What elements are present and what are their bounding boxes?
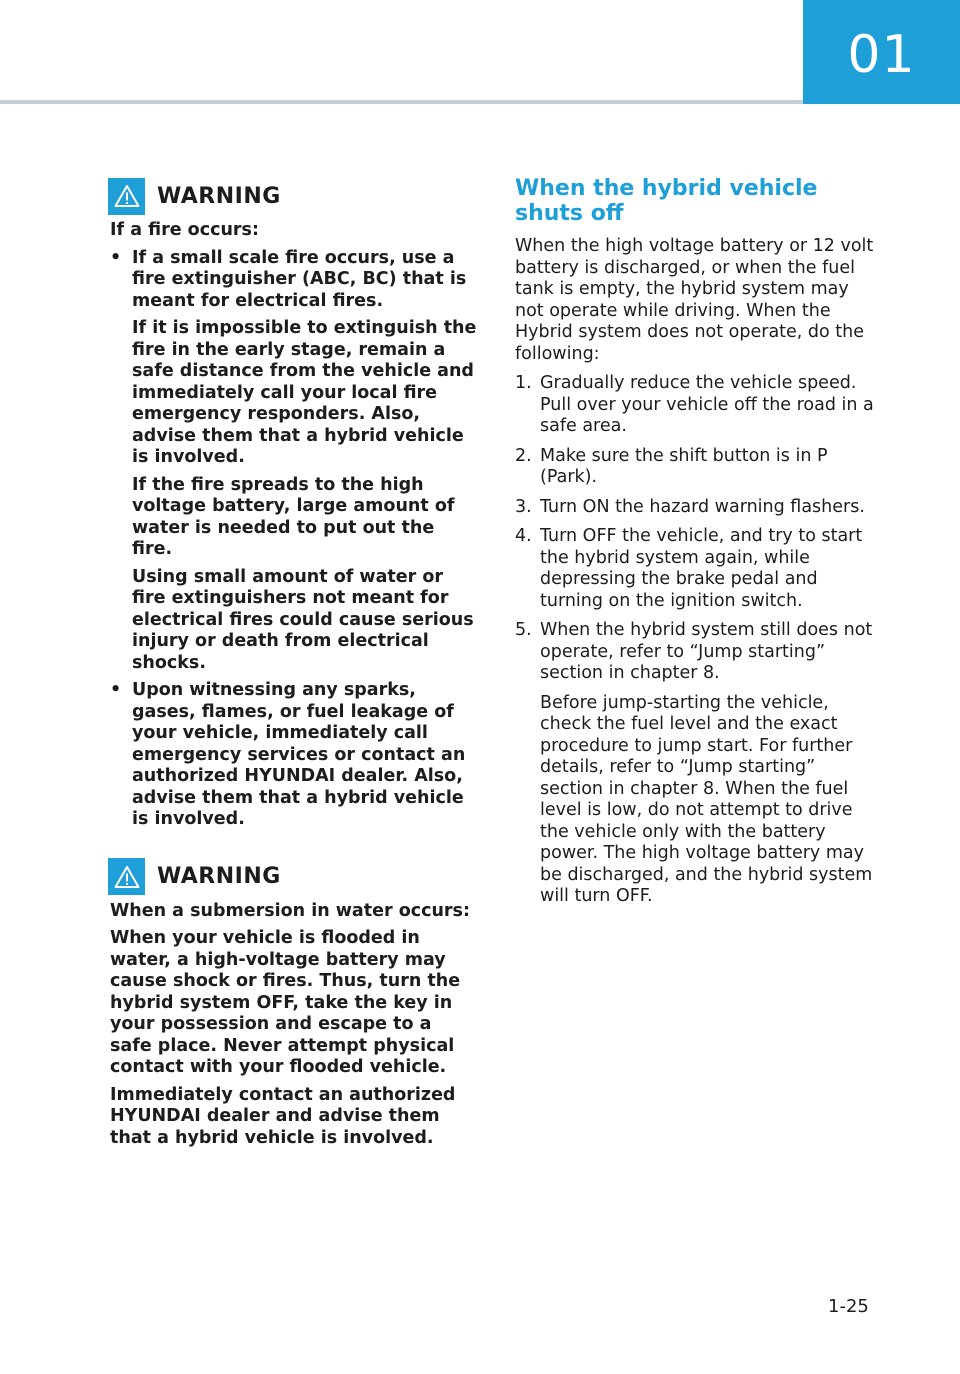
step-number: 1.	[515, 373, 532, 393]
step-text: When the hybrid system still does not operate, refer to “Jump starting” section in chapter 8.	[540, 620, 873, 683]
bullet-icon: •	[110, 680, 122, 700]
list-item	[110, 248, 478, 675]
left-column	[110, 176, 478, 1155]
list-item	[515, 526, 880, 612]
warning-paragraph: Immediately contact an authorized HYUNDAI dealer and advise them that a hybrid vehicle is involved.	[110, 1084, 456, 1148]
step-number: 2.	[515, 445, 532, 466]
chapter-number: 01	[847, 25, 916, 85]
bullet-text: If a small scale fire occurs, use a fire extinguisher (ABC, BC) that is meant for electrical fires.	[132, 247, 467, 311]
step-text: Turn OFF the vehicle, and try to start the hybrid system again, while depressing the brake pedal and turning on the ignition switch.	[540, 526, 863, 611]
bullet-paragraph: If it is impossible to extinguish the fire in the early stage, remain a safe distance from the vehicle and immediately call your local fire emergency responders. Also, advise them that a hybrid vehicle is involved.	[132, 318, 477, 467]
section-intro: When the high voltage battery or 12 volt battery is discharged, or when the fuel tank is empty, the hybrid system may not operate while driving. When the Hybrid system does not operate, do the following:	[515, 236, 874, 364]
list-item	[110, 680, 478, 831]
warning-box-submersion	[110, 857, 478, 1150]
steps-list	[515, 373, 880, 908]
bullet-text: Upon witnessing any sparks, gases, flames, or fuel leakage of your vehicle, immediately call emergency services or contact an authorized HYUNDAI dealer. Also, advise them that a hybrid vehicle is involved.	[132, 680, 466, 829]
step-number: 4.	[515, 526, 532, 546]
warning-box-fire	[110, 176, 478, 831]
list-item	[515, 373, 880, 438]
step-text: Gradually reduce the vehicle speed. Pull over your vehicle off the road in a safe area.	[540, 373, 874, 436]
list-item	[515, 446, 880, 489]
right-column	[515, 176, 880, 916]
bullet-icon: •	[110, 247, 122, 268]
page-number: 1-25	[828, 1296, 869, 1317]
warning-header	[108, 857, 478, 897]
list-item	[515, 620, 880, 908]
header-divider	[0, 100, 803, 104]
step-number: 5.	[515, 620, 532, 640]
warning-paragraph: When a submersion in water occurs:	[110, 900, 470, 921]
list-item	[515, 497, 880, 519]
step-text: Turn ON the hazard warning flashers.	[540, 496, 865, 517]
bullet-paragraph: Using small amount of water or fire extinguishers not meant for electrical fires could cause serious injury or death from electrical shocks.	[132, 566, 474, 673]
warning-title: WARNING	[157, 864, 281, 889]
warning-triangle-icon	[108, 178, 145, 215]
warning-triangle-icon	[108, 858, 145, 895]
section-title: When the hybrid vehicle shuts off	[515, 176, 818, 226]
warning-intro: If a fire occurs:	[110, 220, 259, 240]
warning-title: WARNING	[157, 183, 281, 209]
step-extra-paragraph: Before jump-starting the vehicle, check the fuel level and the exact procedure to jump start. For further details, refer to “Jump starting” section in chapter 8. When the fuel level is low, do not attempt to drive the vehicle only with the battery power. The high voltage battery may be discharged, and the hybrid system will turn OFF.	[540, 692, 873, 906]
warning-header	[108, 176, 478, 216]
step-text: Make sure the shift button is in P (Park).	[540, 445, 828, 487]
warning-bullet-list	[110, 248, 478, 831]
chapter-tab	[803, 0, 960, 104]
bullet-paragraph: If the fire spreads to the high voltage battery, large amount of water is needed to put out the fire.	[132, 474, 455, 559]
warning-paragraph: When your vehicle is flooded in water, a high-voltage battery may cause shock or fires. Thus, turn the hybrid system OFF, take the key in your possession and escape to a safe place. Never attempt physical contact with your flooded vehicle.	[110, 928, 461, 1077]
step-number: 3.	[515, 496, 532, 517]
